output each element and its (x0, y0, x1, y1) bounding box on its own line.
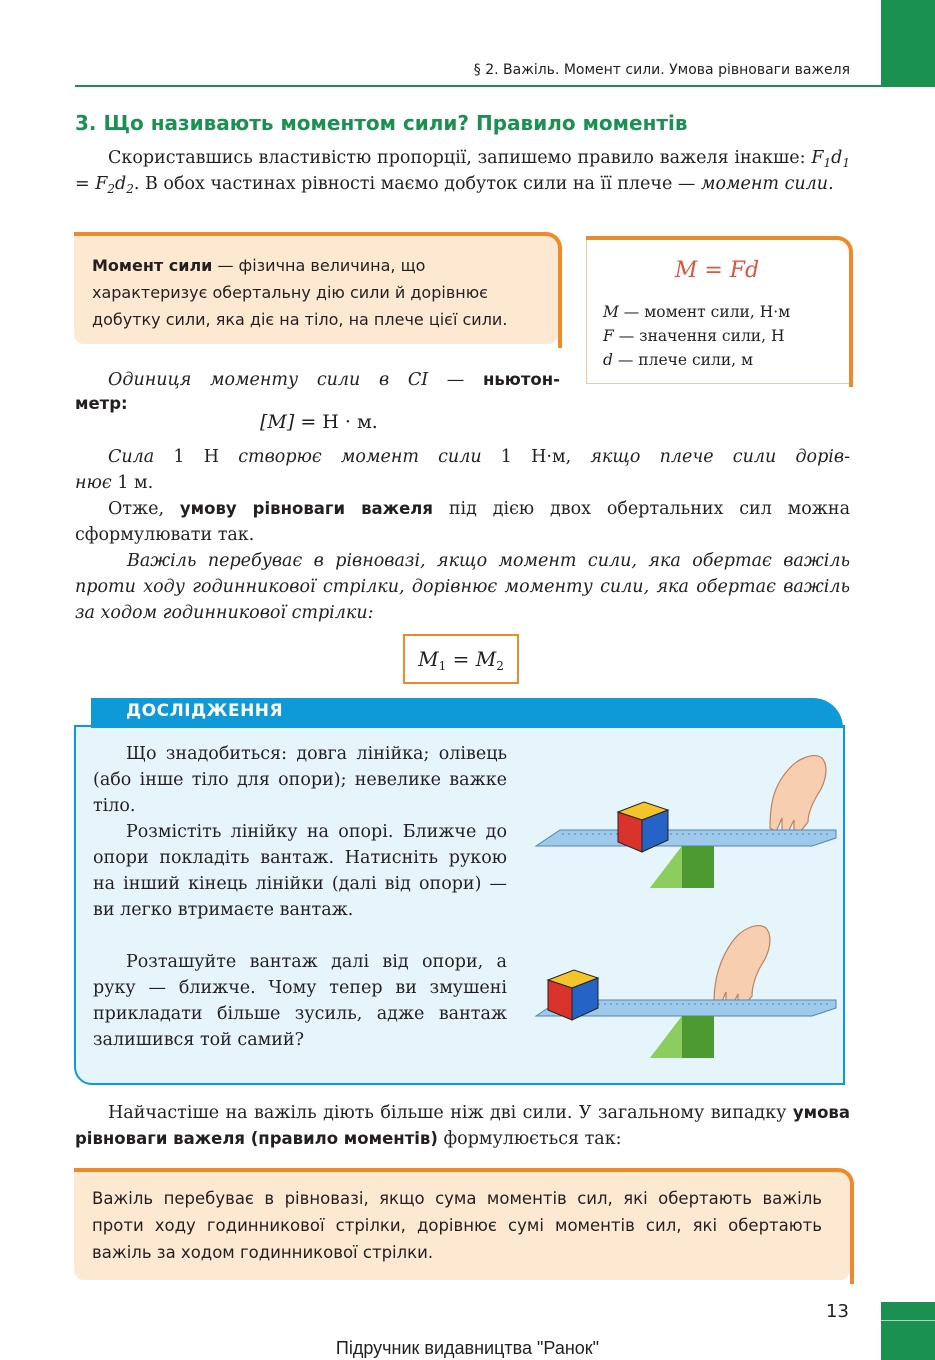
formula-legend (603, 300, 790, 372)
general-paragraph (75, 1100, 850, 1152)
unit-formula-left: [M] (260, 411, 295, 433)
m-sub1: 1 (438, 659, 447, 673)
hand-icon (714, 926, 770, 1006)
pyramid-support-icon (650, 1016, 714, 1058)
research-p2: Розмістіть лінійку на опорі. Ближче до опори покладіть вантаж. Натисніть рукою на інший кінець лінійки (далі від опори) — ви легко втримаєте вантаж. (93, 822, 507, 920)
header-green-tab (881, 0, 935, 86)
legend-row (603, 300, 790, 324)
unit-formula-right: = Н · м. (294, 411, 378, 433)
general-text: Найчастіше на важіль діють більше ніж дві сили. У загальному випадку (108, 1103, 793, 1123)
lever-illustration-1 (532, 748, 838, 898)
general-text: формулюється так: (437, 1129, 622, 1149)
moment-equality-box (403, 634, 519, 684)
m-right: M (475, 647, 497, 671)
publisher-footer: Підручник видавництва "Ранок" (335, 1338, 600, 1358)
unit-bold-1: ньютон- (482, 370, 560, 389)
lever-equation: $F_1d_1 = F_2d_2$ (75, 148, 850, 196)
m-sub2: 2 (496, 659, 504, 673)
intro-text-1: Скориставшись властивістю пропорції, запишемо правило важеля інакше: (108, 148, 806, 168)
example-value: 1 Н·м, (481, 447, 591, 467)
example-value: 1 Н (154, 447, 239, 467)
intro-paragraph (75, 145, 850, 197)
equilibrium-italic: Важіль перебуває в рівновазі, якщо момент сили, яка обертає важіль проти ходу годинникової стрілки, дорівнює моменту сили, яка обертає важіль за ходом годинникової стрілки: (75, 551, 850, 623)
legend-desc: — значення сили, Н (613, 327, 785, 345)
equilibrium-bold: умову рівноваги важеля (179, 499, 433, 518)
research-label: ДОСЛІДЖЕННЯ (126, 701, 284, 721)
unit-line-2 (75, 394, 128, 413)
definition-text (92, 252, 532, 333)
header-rule (75, 85, 935, 87)
example-text: нює (75, 473, 112, 493)
legend-row (603, 348, 790, 372)
equilibrium-statement (75, 548, 850, 626)
legend-symbol: F (603, 327, 614, 345)
running-title: § 2. Важіль. Момент сили. Умова рівноваги важеля (473, 62, 850, 78)
example-line-1 (108, 444, 850, 470)
legend-desc: — момент сили, Н·м (618, 303, 791, 321)
unit-formula (260, 409, 378, 435)
lever-illustration-2 (532, 918, 838, 1066)
definition-term: Момент сили (92, 256, 213, 275)
example-value: 1 м. (111, 473, 154, 493)
research-p1: Що знадобиться: довга лінійка; олівець (або інше тіло для опори); невелике важке тіло. (93, 744, 507, 816)
legend-symbol: d (603, 351, 613, 369)
footer-tab-line (881, 1320, 935, 1321)
unit-line (108, 367, 560, 393)
legend-row (603, 324, 790, 348)
moment-formula: M = Fd (674, 258, 760, 283)
example-text: створює момент сили (238, 447, 482, 467)
example-text: Сила (108, 447, 155, 467)
intro-text-2: . В обох частинах рівності маємо добуток сили на її плече — (133, 174, 696, 194)
equilibrium-paragraph (75, 496, 850, 548)
equilibrium-text: під дією двох обертальних сил можна сформулювати так. (75, 499, 851, 545)
example-text: якщо плече сили дорів- (590, 447, 850, 467)
general-bold: умова рівноваги важеля (правило моментів) (75, 1103, 850, 1148)
unit-italic: Одиниця моменту сили в СІ — (108, 370, 465, 390)
page-number: 13 (826, 1301, 849, 1322)
legend-symbol: M (603, 303, 619, 321)
legend-desc: — плече сили, м (612, 351, 754, 369)
definition-body: — фізична величина, що характеризує обертальну дію сили й дорівнює добутку сили, яка діє на тіло, на плече цієї сили. (92, 256, 508, 329)
rule-text: Важіль перебуває в рівновазі, якщо сума моментів сил, які обертають важіль проти ходу годинникової стрілки, дорівнює сумі моментів сил, які обертають важіль за ходом годинникової стрілки. (92, 1189, 822, 1262)
research-p3: Розташуйте вантаж далі від опори, а руку — ближче. Чому тепер ви змушені прикладати більше зусиль, адже вантаж залишився той самий? (93, 952, 507, 1050)
example-line-2 (75, 470, 153, 496)
pyramid-support-icon (650, 846, 714, 888)
unit-bold-2: метр: (75, 394, 128, 413)
intro-term: момент сили (700, 174, 829, 194)
equilibrium-text: Отже, (108, 499, 180, 519)
section-title: 3. Що називають моментом сили? Правило моментів (75, 111, 688, 135)
m-left: M (418, 647, 439, 671)
m-eq: = (446, 647, 476, 671)
hand-icon (770, 756, 826, 832)
intro-end: . (828, 174, 834, 194)
ruler-icon (536, 830, 836, 846)
